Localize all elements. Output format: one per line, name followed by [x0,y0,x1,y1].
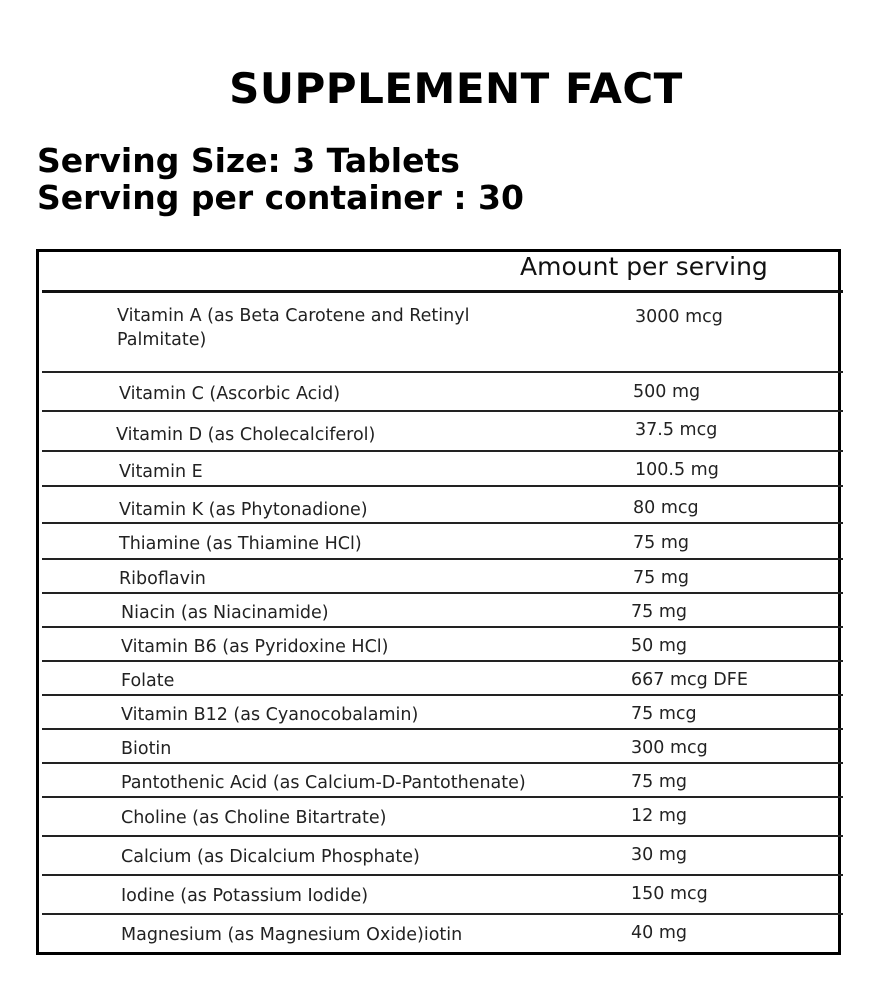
row-divider [42,371,843,373]
nutrient-amount: 667 mcg DFE [631,670,748,690]
nutrient-name: Vitamin D (as Cholecalciferol) [116,425,376,445]
nutrient-name: Iodine (as Potassium Iodide) [121,886,369,906]
nutrient-amount: 37.5 mcg [635,420,718,440]
row-divider [42,728,843,730]
nutrient-amount: 30 mg [631,845,687,865]
row-divider [42,558,843,560]
nutrient-name: Vitamin E [119,462,203,482]
row-divider [42,290,843,293]
nutrient-name: Vitamin C (Ascorbic Acid) [119,384,341,404]
nutrient-amount: 150 mcg [631,884,708,904]
row-divider [42,410,843,412]
nutrient-amount: 80 mcg [633,498,699,518]
supplement-facts-table [36,249,841,955]
nutrient-name: Vitamin K (as Phytonadione) [119,500,368,520]
nutrient-amount: 100.5 mg [635,460,719,480]
row-divider [42,660,843,662]
row-divider [42,913,843,915]
row-divider [42,762,843,764]
nutrient-amount: 75 mg [631,602,687,622]
nutrient-name: Pantothenic Acid (as Calcium-D-Pantothenate) [121,773,526,793]
amount-per-serving-header: Amount per serving [520,252,768,281]
nutrient-name: Biotin [121,739,172,759]
nutrient-name: Thiamine (as Thiamine HCl) [119,534,362,554]
row-divider [42,835,843,837]
page-title: SUPPLEMENT FACT [229,64,683,113]
row-divider [42,626,843,628]
nutrient-amount: 500 mg [633,382,701,402]
row-divider [42,522,843,524]
nutrient-amount: 50 mg [631,636,687,656]
row-divider [42,592,843,594]
nutrient-name: Vitamin A (as Beta Carotene and Retinyl Palmitate) [117,306,470,350]
row-divider [42,796,843,798]
nutrient-name: Calcium (as Dicalcium Phosphate) [121,847,420,867]
row-divider [42,694,843,696]
nutrient-name: Choline (as Choline Bitartrate) [121,808,387,828]
nutrient-amount: 12 mg [631,806,687,826]
nutrient-amount: 75 mg [631,772,687,792]
nutrient-name: Vitamin B12 (as Cyanocobalamin) [121,705,419,725]
nutrient-name: Vitamin B6 (as Pyridoxine HCl) [121,637,389,657]
nutrient-name: Magnesium (as Magnesium Oxide)iotin [121,925,463,945]
nutrient-amount: 75 mcg [631,704,697,724]
nutrient-amount: 3000 mcg [635,307,723,327]
nutrient-amount: 75 mg [633,568,689,588]
nutrient-amount: 40 mg [631,923,687,943]
nutrient-name: Riboflavin [119,569,206,589]
serving-per-container: Serving per container : 30 [37,178,524,217]
nutrient-name: Niacin (as Niacinamide) [121,603,329,623]
nutrient-amount: 300 mcg [631,738,708,758]
serving-size: Serving Size: 3 Tablets [37,141,460,180]
row-divider [42,874,843,876]
nutrient-name: Folate [121,671,175,691]
row-divider [42,485,843,487]
row-divider [42,450,843,452]
nutrient-amount: 75 mg [633,533,689,553]
